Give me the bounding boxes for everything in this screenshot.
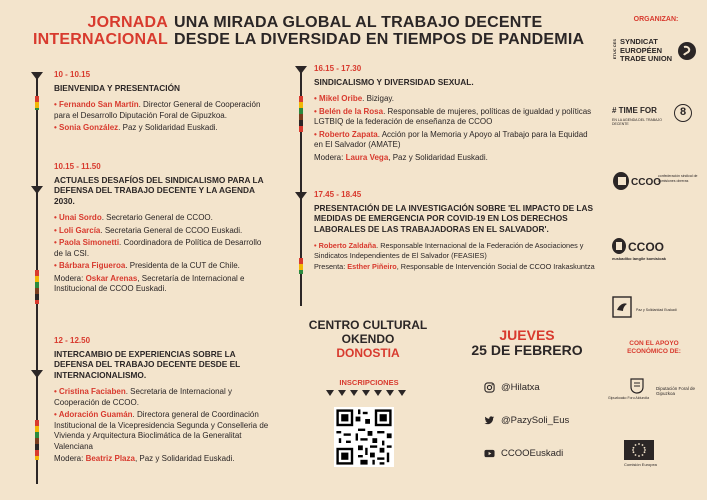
svg-text:CCOO: CCOO xyxy=(628,240,664,254)
moderator-desc: , Paz y Solidaridad Euskadi. xyxy=(134,454,235,463)
timefor8-logo xyxy=(612,104,698,130)
moderator-line xyxy=(54,274,272,295)
timeline-ribbon xyxy=(35,96,39,110)
event-title xyxy=(174,14,594,48)
speaker-item: • Cristina Faciaben. Secretaria de Internacional y Cooperación de CCOO. xyxy=(54,387,232,407)
session-research xyxy=(314,190,596,272)
paz-solidaridad-subtitle: Paz y Solidaridad Euskadi xyxy=(636,308,677,312)
social-twitter[interactable] xyxy=(484,415,569,426)
moderator-name: Esther Piñeiro xyxy=(347,262,397,271)
timeline-ribbon xyxy=(299,258,303,274)
speaker-desc: . Secretaria General de CCOO Euskadi. xyxy=(100,225,243,235)
speaker-name: Mikel Oribe xyxy=(319,94,363,103)
session-diversity xyxy=(314,64,596,163)
triangle-icon xyxy=(386,390,394,396)
instagram-handle: @Hilatxa xyxy=(501,382,540,393)
moderator-label: Modera: xyxy=(314,152,346,162)
speaker-item: • Sonia González. Paz y Solidaridad Euskadi. xyxy=(54,123,218,132)
ccoo-euskadi-subtitle: euskadiko langile komisioak xyxy=(612,256,667,261)
speaker-item: • Adoración Guamán. Directora general de Coordinación Institucional de la Vicepresidencia Segunda y Conselleria de Vivienda y Arquitectura Bioclimática de la Generalitat Valenciana xyxy=(54,410,269,451)
venue-line2: OKENDO xyxy=(341,332,395,346)
speaker-item: • Paola Simonetti. Coordinadora de Política de Desarrollo de la CSI. xyxy=(54,238,262,258)
speaker-item: • Bárbara Figueroa. Presidenta de la CUT de Chile. xyxy=(54,261,240,270)
eu-label: Comisión Europea xyxy=(624,462,657,467)
triangle-icon xyxy=(398,390,406,396)
moderator-line xyxy=(314,153,596,164)
svg-text:CCOO: CCOO xyxy=(631,177,661,188)
timeline-ribbon xyxy=(35,270,39,304)
speaker-desc: . Bizigay. xyxy=(362,94,395,103)
speaker-desc: . Directora general de Coordinación Institucional de la Vicepresidencia Segunda y Conselleria de Vivienda y Arquitectura Bioclimática de la Generalitat Valenciana xyxy=(54,410,269,451)
ccoo-euskadi-logo xyxy=(612,236,698,262)
support-title: CON EL APOYO ECONÓMICO DE: xyxy=(627,340,681,355)
speaker-item: • Mikel Oribe. Bizigay. xyxy=(314,94,395,103)
paz-solidaridad-emblem-icon xyxy=(612,296,632,318)
session-experiences xyxy=(54,336,272,465)
youtube-handle: CCOOEuskadi xyxy=(501,448,564,459)
speaker-desc: . Paz y Solidaridad Euskadi. xyxy=(118,123,218,132)
moderator-label: Modera: xyxy=(54,273,86,283)
session-title: INTERCAMBIO DE EXPERIENCIAS SOBRE LA DEFENSA DEL TRABAJO DECENTE DESDE EL INTERNACIONALISMO. xyxy=(54,348,241,380)
event-type-line1: JORNADA xyxy=(87,14,168,31)
timefor-number: 8 xyxy=(674,104,692,122)
triangle-icon xyxy=(374,390,382,396)
timeline-marker-icon xyxy=(31,370,43,378)
youtube-icon xyxy=(484,448,495,459)
speaker-name: Paola Simonetti xyxy=(59,238,120,247)
twitter-icon xyxy=(484,415,495,426)
etuc-line1: SYNDICAT xyxy=(620,37,658,46)
speaker-item: • Loli García. Secretaria General de CCOO Euskadi. xyxy=(54,225,243,235)
speaker-desc: . Presidenta de la CUT de Chile. xyxy=(125,261,240,270)
session-time: 17.45 - 18.45 xyxy=(314,190,362,199)
triangle-icon xyxy=(350,390,358,396)
speaker-desc: . Director General de Cooperación para el Desarrollo Diputación Foral de Gipuzkoa. xyxy=(54,100,261,120)
venue-line1: CENTRO CULTURAL xyxy=(308,318,428,332)
session-title: BIENVENIDA Y PRESENTACIÓN xyxy=(54,82,181,93)
registration-qr-code[interactable] xyxy=(334,407,394,467)
speaker-desc: . Secretario General de CCOO. xyxy=(101,213,213,222)
moderator-label: Presenta: xyxy=(314,262,348,271)
speaker-name: Fernando San Martín xyxy=(59,100,139,109)
speaker-name: Unai Sordo xyxy=(59,213,102,222)
speaker-desc: . Acción por la Memoria y Apoyo al Trabajo para la Equidad en El Salvador (AMATE) xyxy=(314,129,588,149)
speaker-name: Roberto Zapata xyxy=(319,129,378,139)
speaker-item: • Roberto Zapata. Acción por la Memoria y Apoyo al Trabajo para la Equidad en El Salvador (AMATE) xyxy=(314,129,588,149)
timeline-ribbon xyxy=(299,96,303,132)
ccoo-logo xyxy=(612,170,698,194)
gipuzkoa-name-eu: Gipuzkoako Foru Aldundia xyxy=(608,396,650,400)
timeline-marker-icon xyxy=(31,72,43,80)
registration-label: INSCRIPCIONES xyxy=(339,378,399,387)
speaker-item: • Fernando San Martín. Director General de Cooperación para el Desarrollo Diputación Foral de Gipuzkoa. xyxy=(54,100,261,120)
timeline-marker-icon xyxy=(295,66,307,74)
organizers-title: ORGANIZAN: xyxy=(633,16,679,23)
event-title-line2: DESDE LA DIVERSIDAD EN TIEMPOS DE PANDEMIA xyxy=(174,31,585,48)
triangle-icon xyxy=(362,390,370,396)
speaker-item: • Belén de la Rosa. Responsable de mujeres, políticas de igualdad y políticas LGTBIQ de la federación de enseñanza de CCOO xyxy=(314,106,592,126)
social-youtube[interactable] xyxy=(484,448,563,459)
moderator-name: Beatriz Plaza xyxy=(85,454,135,463)
gipuzkoa-logo xyxy=(608,378,700,404)
etuc-logo xyxy=(612,36,698,70)
moderator-name: Oskar Arenas xyxy=(85,273,138,283)
venue xyxy=(296,318,440,360)
gipuzkoa-name-es: Diputación Foral de Gipuzkoa xyxy=(656,386,696,396)
moderator-line xyxy=(314,262,596,272)
speaker-name: Cristina Faciaben xyxy=(59,387,126,396)
speaker-name: Adoración Guamán xyxy=(58,410,133,419)
speaker-item: • Roberto Zaldaña. Responsable Internacional de la Federación de Asociaciones y Sindicatos Independientes de El Salvador (FEASIES) xyxy=(314,241,584,260)
moderator-name: Laura Vega xyxy=(345,152,389,162)
session-title: ACTUALES DESAFÍOS DEL SINDICALISMO PARA LA DEFENSA DEL TRABAJO DECENTE Y LA AGENDA 2030. xyxy=(54,174,264,206)
timeline-marker-icon xyxy=(31,186,43,194)
moderator-desc: , Secretaría de Internacional e Institucional de CCOO Euskadi. xyxy=(54,273,245,293)
etuc-emblem-icon xyxy=(678,42,696,60)
moderator-label: Modera: xyxy=(54,454,86,463)
speaker-name: Roberto Zaldaña xyxy=(318,241,377,250)
timefor-subtitle: EN LA AGENDA DEL TRABAJO DECENTE xyxy=(612,118,662,126)
speaker-name: Bárbara Figueroa xyxy=(59,261,126,270)
moderator-desc: , Paz y Solidaridad Euskadi. xyxy=(388,152,488,162)
event-date xyxy=(452,328,602,358)
eu-flag-icon xyxy=(624,440,654,460)
gipuzkoa-shield-icon xyxy=(630,378,644,394)
decorative-triangles xyxy=(326,390,406,400)
event-type-title xyxy=(8,14,168,48)
session-time: 10 - 10.15 xyxy=(54,70,91,79)
social-instagram[interactable] xyxy=(484,382,540,393)
session-challenges xyxy=(54,162,272,295)
ccoo-subtitle: confederación sindical de comisiones obreras xyxy=(658,174,698,183)
event-day: 25 DE FEBRERO xyxy=(471,342,583,358)
triangle-icon xyxy=(326,390,334,396)
etuc-line2: EUROPÉEN xyxy=(620,45,663,55)
twitter-handle: @PazySoli_Eus xyxy=(501,415,570,426)
session-time: 16.15 - 17.30 xyxy=(314,64,362,73)
etuc-side-text: ETUC CES xyxy=(612,39,617,60)
timeline-marker-icon xyxy=(295,192,307,200)
timefor-text: # TIME FOR xyxy=(612,106,657,115)
event-type-line2: INTERNACIONAL xyxy=(32,31,168,48)
speaker-desc: . Responsable Internacional de la Federación de Asociaciones y Sindicatos Independientes de El Salvador (FEASIES) xyxy=(314,241,584,260)
speaker-name: Loli García xyxy=(59,225,101,235)
moderator-desc: , Responsable de Intervención Social de CCOO Irakaskuntza xyxy=(396,262,595,271)
speaker-desc: . Responsable de mujeres, políticas de igualdad y políticas LGTBIQ de la federación de enseñanza de CCOO xyxy=(314,106,592,126)
speaker-desc: . Coordinadora de Política de Desarrollo de la CSI. xyxy=(54,238,262,258)
speaker-item: • Unai Sordo. Secretario General de CCOO. xyxy=(54,213,213,222)
speaker-desc: . Secretaria de Internacional y Cooperación de CCOO. xyxy=(54,387,232,407)
session-title: SINDICALISMO Y DIVERSIDAD SEXUAL. xyxy=(314,76,474,87)
speaker-name: Sonia González xyxy=(59,123,119,132)
speaker-name: Belén de la Rosa xyxy=(319,106,384,116)
session-time: 10.15 - 11.50 xyxy=(54,162,101,171)
venue-city: DONOSTIA xyxy=(336,346,400,360)
event-title-line1: UNA MIRADA GLOBAL AL TRABAJO DECENTE xyxy=(174,14,543,31)
european-commission-logo xyxy=(624,440,664,480)
instagram-icon xyxy=(484,382,495,393)
session-welcome xyxy=(54,70,272,136)
paz-solidaridad-logo xyxy=(612,296,698,320)
etuc-line3: TRADE UNION xyxy=(620,54,673,63)
timeline-ribbon xyxy=(35,420,39,460)
session-time: 12 - 12.50 xyxy=(54,336,91,345)
moderator-line xyxy=(54,454,272,465)
ccoo-euskadi-emblem-icon xyxy=(612,236,672,256)
ccoo-emblem-icon xyxy=(612,170,661,192)
event-weekday: JUEVES xyxy=(499,327,555,343)
triangle-icon xyxy=(338,390,346,396)
session-title: PRESENTACIÓN DE LA INVESTIGACIÓN SOBRE 'EL IMPACTO DE LAS MEDIDAS DE EMERGENCIA POR COVID-19 EN LOS DERECHOS LABORALES DE LAS TRABAJADORAS EN EL SALVADOR'. xyxy=(314,202,594,234)
